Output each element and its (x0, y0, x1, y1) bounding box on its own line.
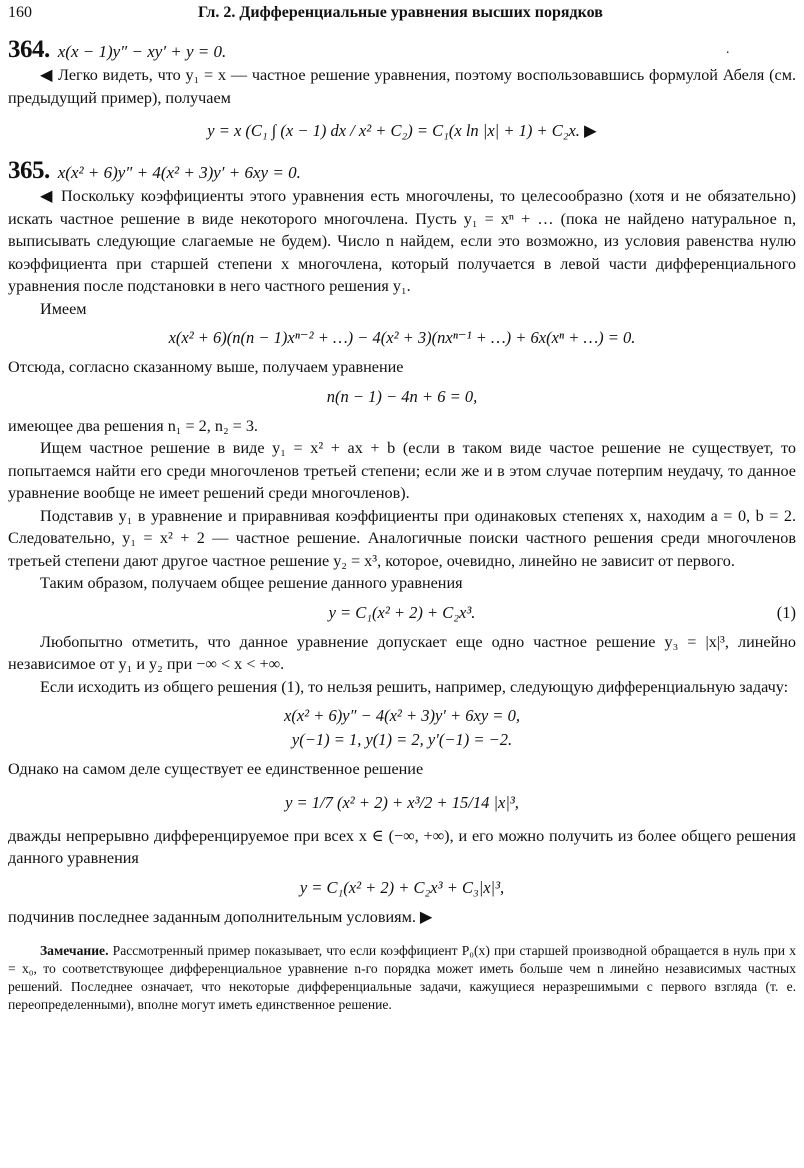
solution-paragraph: ◀ Легко видеть, что y₁ = x — частное решение уравнения, поэтому воспользовавшись формулой Абеля (см. предыдущий пример), получаем (8, 66, 796, 107)
text-paragraph: Отсюда, согласно сказанному выше, получаем уравнение (8, 358, 404, 376)
text-paragraph: Имеем (40, 299, 87, 318)
problem-364-heading (8, 36, 796, 64)
text-paragraph: дважды непрерывно дифференцируемое при всех x ∈ (−∞, +∞), и его можно получить из более общего решения данного уравнения (8, 826, 796, 867)
page-header (8, 4, 796, 30)
problem-number: 364. (8, 36, 50, 63)
numbered-equation (8, 603, 796, 623)
text-paragraph: подчинив последнее заданным дополнительным условиям. ▶ (8, 907, 433, 926)
remark-title: Замечание. (40, 943, 109, 958)
equation-body: y = C₁(x² + 2) + C₂x³. (328, 602, 476, 622)
remark-text: Рассмотренный пример показывает, что если коэффициент P₀(x) при старшей производной обращается в нуль при x = x₀, то соответствующее дифференциальное уравнение n-го порядка может иметь больше чем n линейно независимых частных решений. Последнее означает, что некоторые дифференциальные задачи, кажущиеся неразрешимыми с первого взгляда (т. е. переопределенными), вполне могут иметь единственное решение. (8, 943, 796, 1012)
text-paragraph: Таким образом, получаем общее решение данного уравнения (40, 574, 463, 592)
solution-paragraph: ◀ Поскольку коэффициенты этого уравнения есть многочлены, то целесообразно (хотя и не обязательно) искать частное решение в виде некоторого многочлена. Пусть y₁ = xⁿ + … (пока не найдено натуральное n, выписывать следующие слагаемые не будем). Число n найдем, если это возможно, из условия равенства нулю коэффициента при старшей степени x многочлена, который получается в левой части дифференциального уравнения после подстановки в него частного решения y₁. (8, 187, 796, 295)
problem-equation: x(x − 1)y″ − xy′ + y = 0. (57, 42, 227, 61)
display-equation: y = 1/7 (x² + 2) + x³/2 + 15/14 |x|³, (285, 792, 519, 812)
problem-number: 365. (8, 157, 50, 184)
display-equation: y = x (C₁ ∫ (x − 1) dx / x² + C₂) = C₁(x ln |x| + 1) + C₂x. ▶ (207, 121, 597, 140)
text-paragraph: имеющее два решения n₁ = 2, n₂ = 3. (8, 416, 258, 435)
display-equation: n(n − 1) − 4n + 6 = 0, (326, 386, 478, 406)
problem-365-heading (8, 157, 796, 185)
running-title: Гл. 2. Дифференциальные уравнения высших порядков (198, 4, 603, 21)
stray-mark: · (725, 46, 730, 61)
remark-block (8, 942, 796, 1014)
display-equation: x(x² + 6)(n(n − 1)xⁿ⁻² + …) − 4(x² + 3)(nxⁿ⁻¹ + …) + 6x(xⁿ + …) = 0. (168, 328, 636, 347)
problem-equation: x(x² + 6)y″ + 4(x² + 3)y′ + 6xy = 0. (57, 163, 301, 182)
display-equation: y(−1) = 1, y(1) = 2, y′(−1) = −2. (291, 730, 513, 749)
text-paragraph: Если исходить из общего решения (1), то нельзя решить, например, следующую дифференциальную задачу: (40, 677, 789, 696)
page-number: 160 (8, 4, 32, 21)
display-equation: y = C₁(x² + 2) + C₂x³ + C₃|x|³, (299, 877, 505, 897)
text-paragraph: Ищем частное решение в виде y₁ = x² + ax + b (если в таком виде частое решение не существует, то попытаемся найти его среди многочленов третьей степени; если же и в этом случае потерпим неудачу, то данное уравнение вообще не имеет решений среди многочленов). (8, 439, 796, 502)
text-paragraph: Подставив y₁ в уравнение и приравнивая коэффициенты при одинаковых степенях x, находим a = 0, b = 2. Следовательно, y₁ = x² + 2 — частное решение. Аналогичные поиски частного решения среди многочленов третьей степени дают другое частное решение y₂ = x³, которое, очевидно, линейно не зависит от первого. (8, 506, 796, 570)
text-paragraph: Однако на самом деле существует ее единственное решение (8, 760, 424, 778)
equation-tag: (1) (776, 602, 796, 622)
text-paragraph: Любопытно отметить, что данное уравнение допускает еще одно частное решение y₃ = |x|³, линейно независимое от y₁ и y₂ при −∞ < x < +∞. (8, 632, 796, 673)
display-equation: x(x² + 6)y″ − 4(x² + 3)y′ + 6xy = 0, (284, 706, 520, 725)
equation-system (8, 704, 796, 752)
